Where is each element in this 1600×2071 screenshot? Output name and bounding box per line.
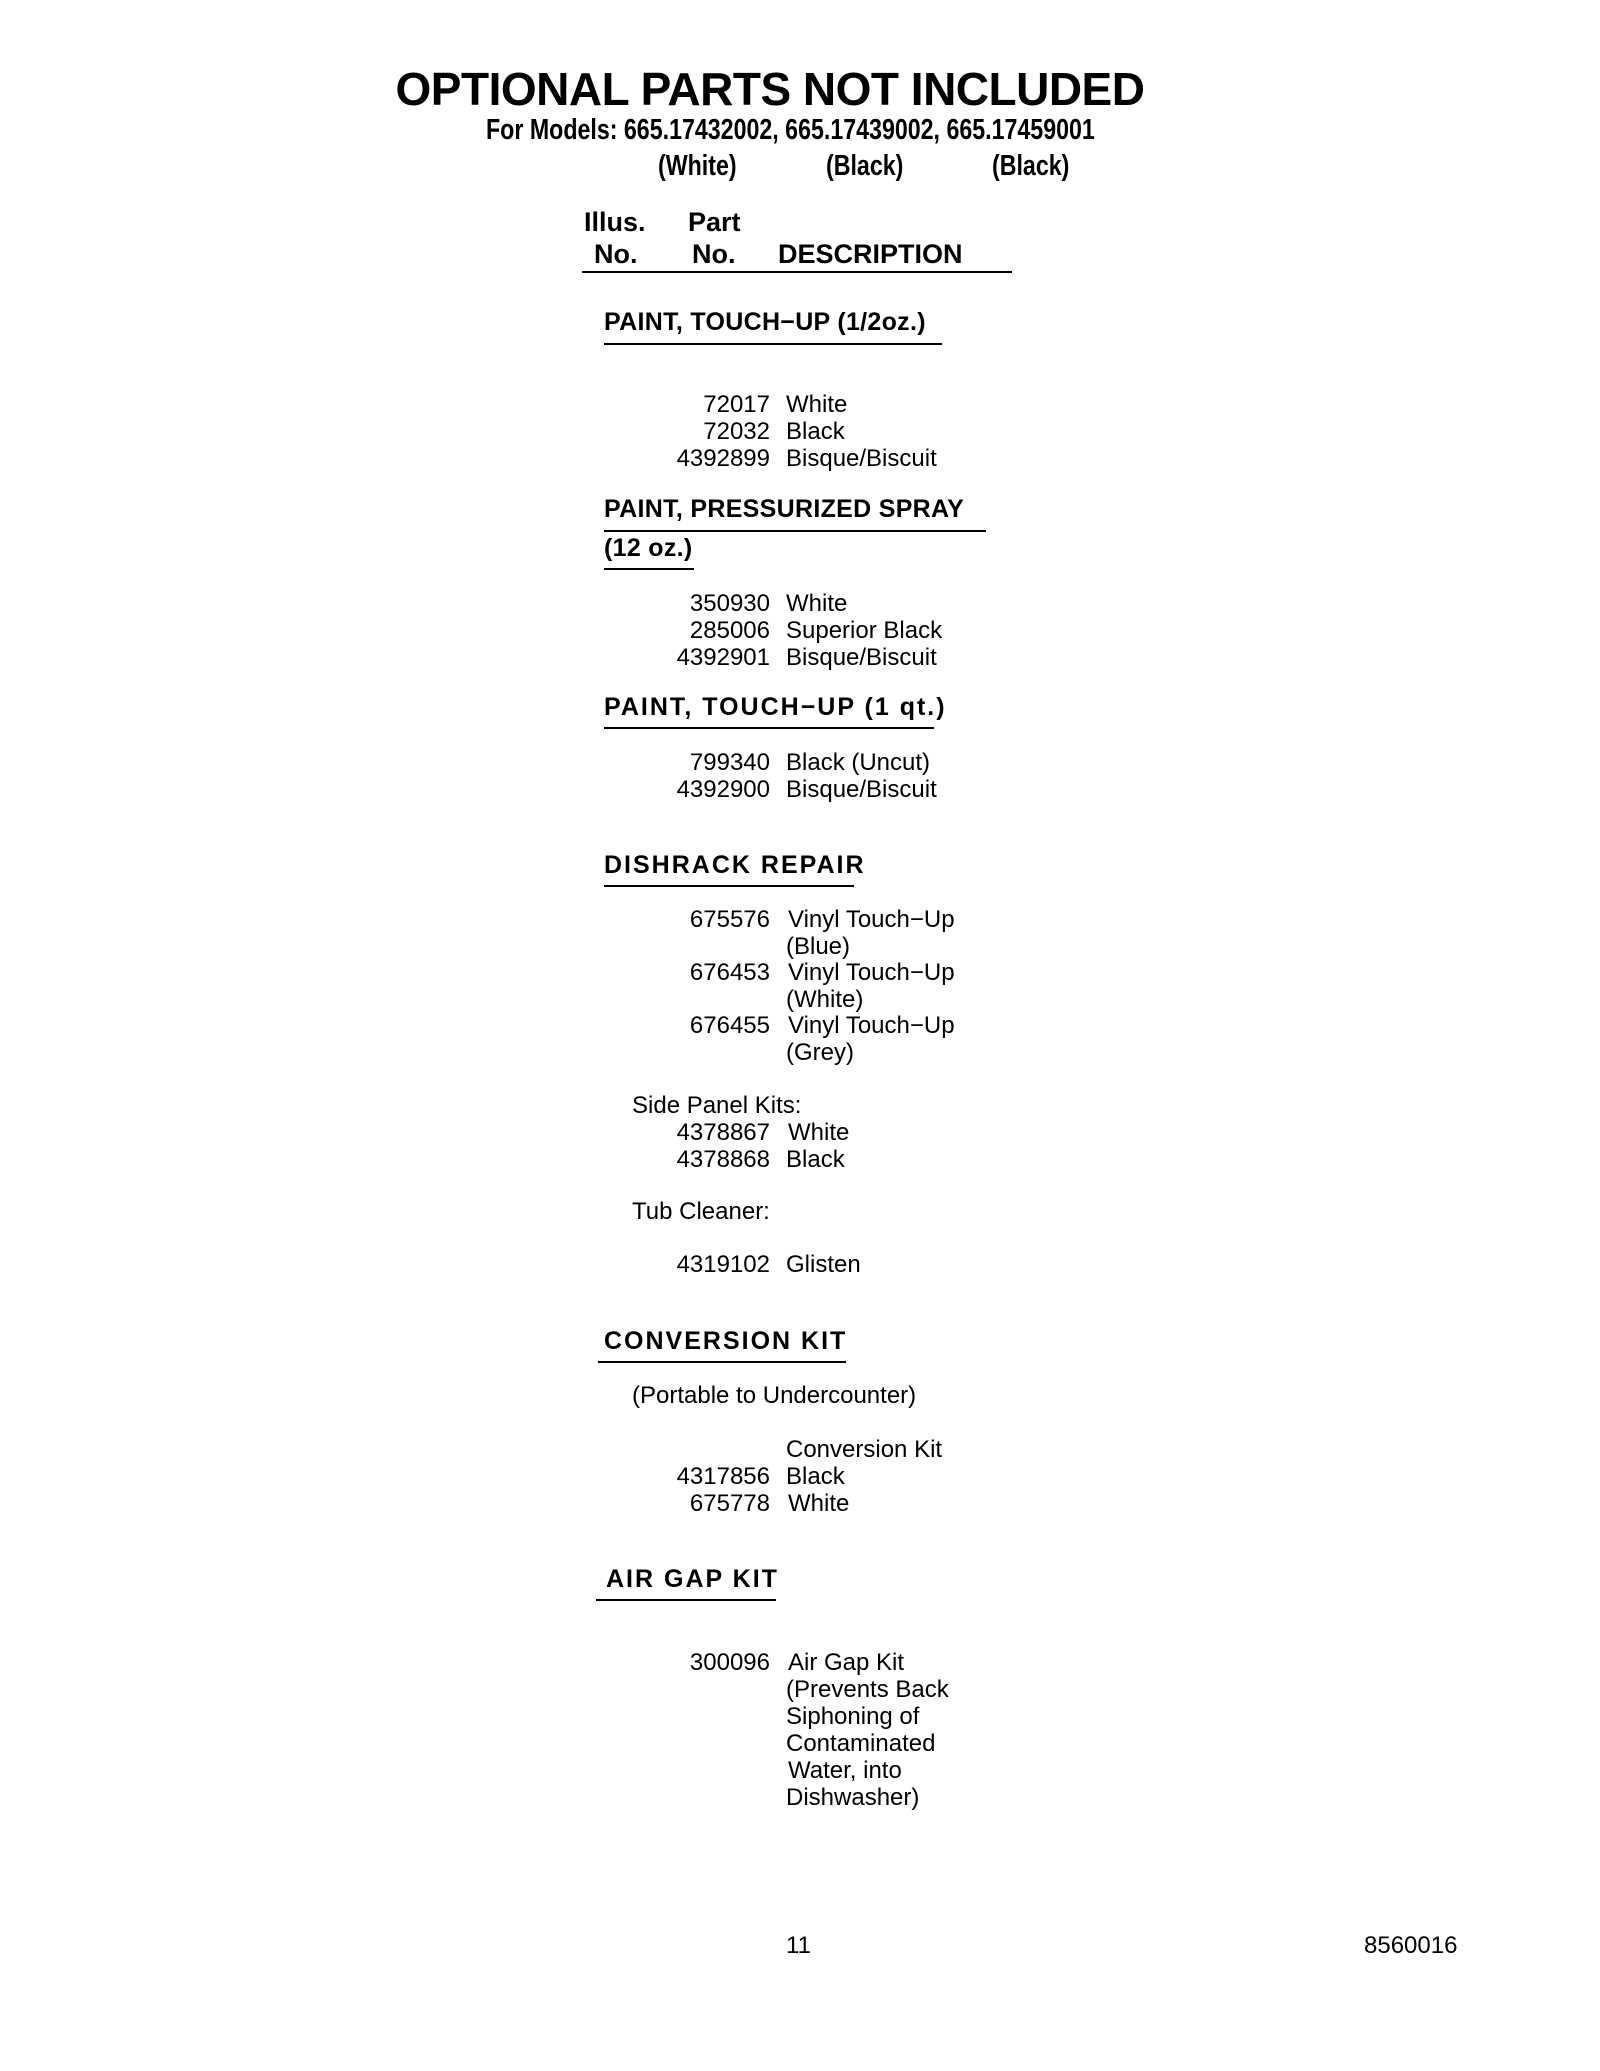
part-number: 4392901 xyxy=(676,644,770,671)
description-header: DESCRIPTION xyxy=(778,239,963,269)
part-number: 4378868 xyxy=(676,1146,770,1173)
section-rule xyxy=(604,530,986,532)
models-line: For Models: 665.17432002, 665.17439002, 665.17459001 xyxy=(486,114,1095,146)
model-color-1: (White) xyxy=(658,150,737,182)
part-description: Bisque/Biscuit xyxy=(786,644,937,671)
model-color-2: (Black) xyxy=(826,150,904,182)
part-number: 350930 xyxy=(689,590,770,617)
part-description: White xyxy=(786,590,848,617)
conversion-kit-heading: Conversion Kit xyxy=(786,1436,943,1463)
section-title-touchup-half: PAINT, TOUCH−UP (1/2oz.) xyxy=(604,308,926,336)
part-description-cont: (Grey) xyxy=(786,1039,854,1066)
section-rule xyxy=(596,1599,776,1601)
airgap-desc-line: Siphoning of xyxy=(786,1703,920,1730)
section-title-spray: PAINT, PRESSURIZED SPRAY xyxy=(604,495,965,523)
part-number: 300096 xyxy=(689,1649,770,1676)
section-title-touchup-qt: PAINT, TOUCH−UP (1 qt.) xyxy=(604,693,947,721)
part-description: Vinyl Touch−Up xyxy=(788,959,955,986)
part-description: Black (Uncut) xyxy=(786,749,931,776)
part-description: White xyxy=(788,1119,850,1146)
part-number: 4319102 xyxy=(676,1251,770,1278)
part-number: 4392899 xyxy=(676,445,770,472)
part-description: Vinyl Touch−Up xyxy=(788,1012,955,1039)
airgap-desc-line: (Prevents Back xyxy=(786,1676,949,1703)
airgap-desc-line: Air Gap Kit xyxy=(788,1649,905,1676)
section-title-conversion: CONVERSION KIT xyxy=(604,1327,848,1355)
page-title: OPTIONAL PARTS NOT INCLUDED xyxy=(395,63,1145,115)
part-description: Bisque/Biscuit xyxy=(786,776,937,803)
airgap-desc-line: Contaminated xyxy=(786,1730,936,1757)
illus-header-line1: Illus. xyxy=(584,207,646,237)
part-description: Bisque/Biscuit xyxy=(786,445,937,472)
document-number: 8560016 xyxy=(1364,1932,1458,1959)
part-number: 4392900 xyxy=(676,776,770,803)
page-number: 11 xyxy=(786,1932,811,1959)
part-description: Glisten xyxy=(786,1251,861,1278)
part-description-cont: (White) xyxy=(786,986,864,1013)
part-number: 4378867 xyxy=(676,1119,770,1146)
part-description: Black xyxy=(786,1146,845,1173)
section-rule xyxy=(604,568,694,570)
part-description: Black xyxy=(786,1463,845,1490)
section-rule xyxy=(604,727,934,729)
airgap-desc-line: Dishwasher) xyxy=(786,1784,920,1811)
illus-header-line2: No. xyxy=(594,239,638,269)
part-number: 285006 xyxy=(689,617,770,644)
part-description-cont: (Blue) xyxy=(786,933,851,960)
part-header-line1: Part xyxy=(688,207,741,237)
part-number: 675576 xyxy=(689,906,770,933)
part-number: 675778 xyxy=(689,1490,770,1517)
tub-cleaner-label: Tub Cleaner: xyxy=(632,1198,770,1225)
part-description: Black xyxy=(786,418,845,445)
part-number: 799340 xyxy=(689,749,770,776)
airgap-desc-line: Water, into xyxy=(788,1757,902,1784)
part-header-line2: No. xyxy=(692,239,736,269)
side-panel-kits-label: Side Panel Kits: xyxy=(632,1092,802,1119)
part-description: White xyxy=(786,391,848,418)
part-description: Superior Black xyxy=(786,617,943,644)
model-color-3: (Black) xyxy=(992,150,1070,182)
header-rule xyxy=(582,271,1012,273)
part-number: 72032 xyxy=(703,418,770,445)
part-number: 4317856 xyxy=(676,1463,770,1490)
part-number: 676453 xyxy=(689,959,770,986)
part-number: 72017 xyxy=(703,391,770,418)
section-title-spray-size: (12 oz.) xyxy=(604,534,693,562)
section-title-dishrack: DISHRACK REPAIR xyxy=(604,851,866,879)
part-description: Vinyl Touch−Up xyxy=(788,906,955,933)
section-rule xyxy=(604,343,942,345)
part-number: 676455 xyxy=(689,1012,770,1039)
conversion-note: (Portable to Undercounter) xyxy=(632,1382,917,1409)
section-title-airgap: AIR GAP KIT xyxy=(606,1565,779,1593)
section-rule xyxy=(598,1361,846,1363)
part-description: White xyxy=(788,1490,850,1517)
section-rule xyxy=(604,885,854,887)
